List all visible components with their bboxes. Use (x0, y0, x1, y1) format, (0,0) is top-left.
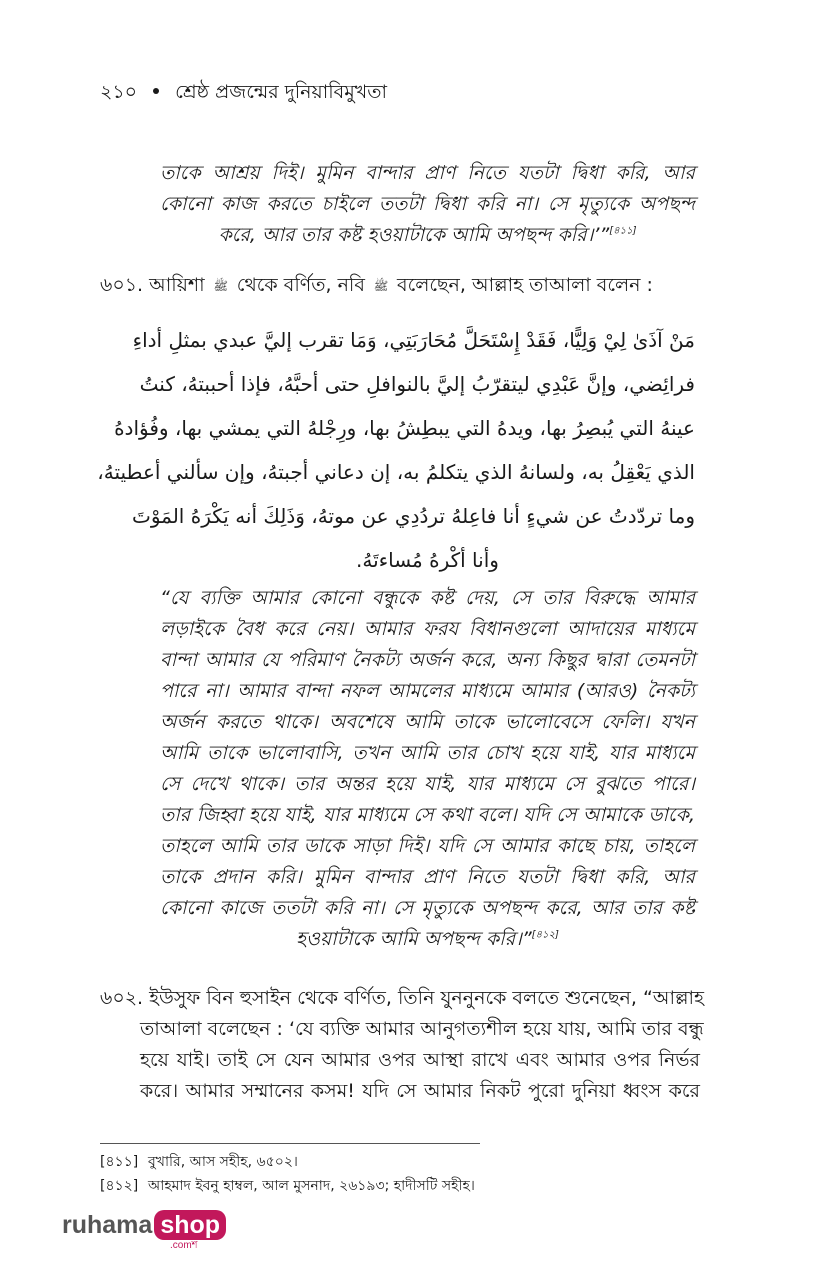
footnote-text: আহমাদ ইবনু হাম্বল, আল মুসনাদ, ২৬১৯৩; হাদীসটি সহীহ। (148, 1178, 475, 1194)
continuation-quote (160, 158, 695, 251)
text-line (100, 983, 704, 1014)
footnote-ref: [৪১২] (531, 929, 559, 941)
text-line: তাহলে আমি তার ডাকে সাড়া দিই। যদি সে আমার কাছে চায়, তাহলে (160, 835, 695, 857)
arabic-line: الذي يَعْقِلُ به، ولسانهُ الذي يتكلمُ به، إن دعاني أجبتهُ، وإن سألني أعطيتهُ، (97, 460, 695, 484)
intro-text: আয়িশা (149, 274, 205, 296)
text-line-content: করে, আর তার কষ্ট হওয়াটাকে আমি অপছন্দ করি।’” (218, 224, 610, 246)
logo-domain: .comশ (170, 1240, 198, 1251)
intro-text: বলেছেন, আল্লাহ তাআলা বলেন : (397, 274, 653, 296)
arabic-line: مَنْ آذَىٰ لِيْ وَلِيًّا، فَقَدْ إِسْتَحَلَّ مُحَارَبَتِي، وَمَا تقرب إليَّ عبدي بمثلِ أداءِ (132, 328, 695, 352)
text-line: তার জিহ্বা হয়ে যাই, যার মাধ্যমে সে কথা বলে। যদি সে আমাকে ডাকে, (160, 804, 695, 826)
intro-text: থেকে বর্ণিত, নবি (236, 274, 365, 296)
hadith-602 (100, 983, 704, 1107)
text-line: কোনো কাজ করতে চাইলে ততটা দ্বিধা করি না। সে মৃত্যুকে অপছন্দ (160, 193, 695, 215)
text-line: বান্দা আমার যে পরিমাণ নৈকট্য অর্জন করে, অন্য কিছুর দ্বারা তেমনটা (160, 649, 695, 671)
text-line (160, 220, 695, 251)
page-number: ২১০ (100, 81, 138, 103)
ruhamashop-logo (62, 1210, 226, 1250)
text-line: তাকে আশ্রয় দিই। মুমিন বান্দার প্রাণ নিতে যতটা দ্বিধা করি, আর (160, 162, 695, 184)
text-line: তাআলা বলেছেন : ‘যে ব্যক্তি আমার আনুগত্যশীল হয়ে যায়, আমি তার বন্ধু (140, 1018, 704, 1040)
text-line: তাকে প্রদান করি। মুমিন বান্দার প্রাণ নিতে যতটা দ্বিধা করি, আর (160, 866, 695, 888)
honorific-icon: ﷺ (213, 278, 228, 293)
text-line: আমি তাকে ভালোবাসি, তখন আমি তার চোখ হয়ে যাই, যার মাধ্যমে (160, 742, 695, 764)
running-header (100, 78, 387, 110)
logo-text: ruhama (62, 1211, 153, 1239)
hadith-number: ৬০১. (100, 274, 144, 296)
book-title: শ্রেষ্ঠ প্রজন্মের দুনিয়াবিমুখতা (175, 81, 388, 103)
footnote (100, 1174, 475, 1198)
arabic-line: عينهُ التي يُبصِرُ بها، ويدهُ التي يبطِشُ بها، ورِجْلهُ التي يمشي بها، وفُؤادهُ (114, 416, 695, 440)
text-line: সে দেখে থাকে। তার অন্তর হয়ে যাই, যার মাধ্যমে সে বুঝতে পারে। (160, 773, 695, 795)
text-line: করে। আমার সম্মানের কসম! যদি সে আমার নিকট পুরো দুনিয়া ধ্বংস করে (140, 1080, 700, 1102)
footnote-number: [৪১২] (100, 1178, 139, 1194)
hadith-number: ৬০২. (100, 987, 144, 1009)
text-line (160, 924, 695, 955)
arabic-hadith-text (97, 318, 695, 582)
text-line: পারে না। আমার বান্দা নফল আমলের মাধ্যমে আমার (আরও) নৈকট্য (160, 680, 695, 702)
bullet-separator (153, 88, 159, 94)
footnote-ref: [৪১১] (609, 225, 637, 237)
bengali-translation (160, 583, 695, 955)
logo-badge: shop (154, 1210, 226, 1240)
footnote (100, 1150, 298, 1174)
footnote-number: [৪১১] (100, 1154, 139, 1170)
footnote-text: বুখারি, আস সহীহ, ৬৫০২। (148, 1154, 298, 1170)
hadith-601-intro (100, 270, 700, 301)
text-line: কোনো কাজে ততটা করি না। সে মৃত্যুকে অপছন্দ করে, আর তার কষ্ট (160, 897, 695, 919)
text-line-content: ইউসুফ বিন হুসাইন থেকে বর্ণিত, তিনি যুননুনকে বলতে শুনেছেন, “আল্লাহ (149, 987, 704, 1009)
text-line: লড়াইকে বৈধ করে নেয়। আমার ফরয বিধানগুলো আদায়ের মাধ্যমে (160, 618, 695, 640)
arabic-line: وأنا أكْرهُ مُساءتَهُ. (356, 548, 499, 572)
arabic-line: وما تردّدتُ عن شيءٍ أنا فاعِلهُ تردُدِي عن موتهُ، وَذَلِكَ أنه يَكْرَهُ المَوْتَ (131, 504, 695, 528)
text-line: অর্জন করতে থাকে। অবশেষে আমি তাকে ভালোবেসে ফেলি। যখন (160, 711, 695, 733)
text-line-content: হওয়াটাকে আমি অপছন্দ করি।” (296, 928, 532, 950)
text-line: হয়ে যাই। তাই সে যেন আমার ওপর আস্থা রাখে এবং আমার ওপর নির্ভর (140, 1049, 700, 1071)
footnote-divider (100, 1143, 480, 1144)
arabic-line: فرائِضي، وإنَّ عَبْدِي ليتقرّبُ إليَّ بالنوافلِ حتى أحبَّهُ، فإذا أحببتهُ، كنتُ (139, 372, 695, 396)
honorific-icon: ﷺ (373, 278, 389, 293)
text-line: “যে ব্যক্তি আমার কোনো বন্ধুকে কষ্ট দেয়, সে তার বিরুদ্ধে আমার (160, 587, 695, 609)
